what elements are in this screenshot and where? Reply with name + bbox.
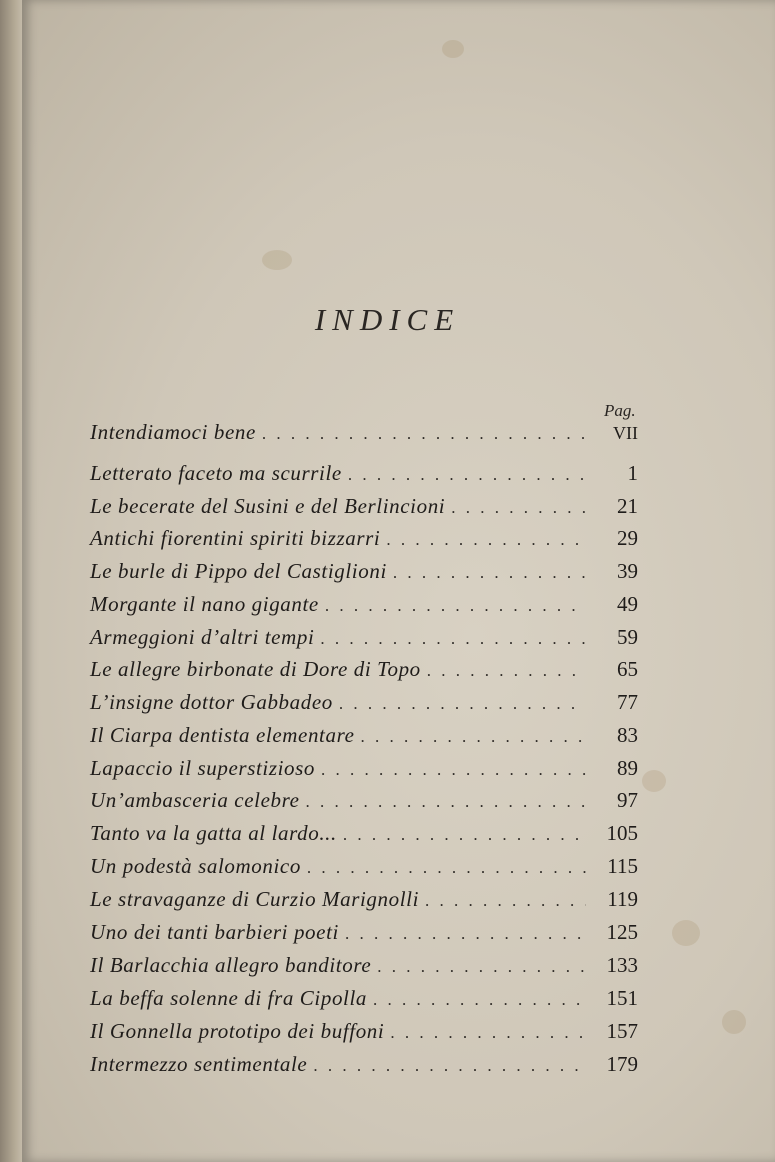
toc-entry-page: 59: [617, 625, 638, 649]
dot-leader: [306, 792, 586, 812]
toc-entry-title: Uno dei tanti barbieri poeti: [90, 920, 339, 944]
toc-entry: [90, 1052, 638, 1082]
toc-entry-page: 179: [606, 1052, 638, 1076]
toc-entry-page: 49: [617, 592, 638, 616]
toc-entry-page: 119: [607, 887, 638, 911]
toc-entry: [90, 526, 638, 556]
toc-entry: [90, 756, 638, 786]
toc-entry-title: Lapaccio il superstizioso: [90, 756, 316, 780]
toc-entry: [90, 494, 638, 524]
toc-entry-title: Le burle di Pippo del Castiglioni: [90, 559, 387, 583]
toc-entry-page: 1: [627, 461, 638, 485]
toc-entry: [90, 854, 638, 884]
dot-leader: [427, 661, 586, 681]
toc-entry: [90, 953, 638, 983]
toc-entry-page: 151: [606, 986, 638, 1010]
toc-entry: [90, 788, 638, 818]
paper-stain: [262, 250, 292, 270]
toc-entry-page: 77: [617, 690, 638, 714]
toc-entry-title: Il Ciarpa dentista elementare: [90, 723, 355, 747]
toc-entry-page: 125: [606, 920, 638, 944]
paper-stain: [722, 1010, 746, 1034]
toc-entry-title: L’insigne dottor Gabbadeo: [90, 690, 333, 714]
toc-entry-title: Tanto va la gatta al lardo...: [90, 821, 337, 845]
toc-entry-title: Morgante il nano gigante: [90, 592, 319, 616]
dot-leader: [373, 990, 586, 1010]
dot-leader: [425, 891, 586, 911]
toc-entry-title: Le stravaganze di Curzio Marignolli: [90, 887, 420, 911]
dot-leader: [345, 924, 586, 944]
toc-entry-page: 65: [617, 657, 638, 681]
toc-entry: [90, 986, 638, 1016]
toc-entry-page: 97: [617, 788, 638, 812]
toc-entry: [90, 920, 638, 950]
toc-entry: [90, 690, 638, 720]
toc-entry-page: 29: [617, 526, 638, 550]
dot-leader: [343, 825, 586, 845]
index-heading: INDICE: [314, 302, 461, 337]
toc-entry-title: Il Gonnella prototipo dei buffoni: [90, 1019, 385, 1043]
toc-entry: [90, 559, 638, 589]
toc-entry: [90, 625, 638, 655]
toc-entry-title: Le allegre birbonate di Dore di Topo: [90, 657, 421, 681]
toc-entry: [90, 592, 638, 622]
dot-leader: [451, 498, 586, 518]
toc-entry-page: 133: [606, 953, 638, 977]
toc-entry-page: 105: [606, 821, 638, 845]
toc-entry: [90, 461, 638, 491]
toc-entry-title: Antichi fiorentini spiriti bizzarri: [90, 526, 381, 550]
dot-leader: [262, 424, 586, 444]
toc-entry: [90, 657, 638, 687]
dot-leader: [393, 563, 586, 583]
toc-entry-title: Un podestà salomonico: [90, 854, 301, 878]
dot-leader: [321, 760, 586, 780]
paper-stain: [642, 770, 666, 792]
dot-leader: [390, 1023, 586, 1043]
toc-entry: [90, 420, 638, 450]
dot-leader: [361, 727, 587, 747]
toc-entry-title: La beffa solenne di fra Cipolla: [90, 986, 368, 1010]
toc-entry-title: Intendiamoci bene: [90, 420, 256, 444]
dot-leader: [325, 596, 586, 616]
dot-leader: [377, 957, 586, 977]
toc-entry: [90, 1019, 638, 1049]
toc-entry-page: 157: [606, 1019, 638, 1043]
dot-leader: [320, 629, 586, 649]
toc-entry-title: Le becerate del Susini e del Berlincioni: [90, 494, 446, 518]
dot-leader: [339, 694, 586, 714]
page-column-label: Pag.: [604, 401, 636, 420]
dot-leader: [348, 465, 586, 485]
toc-entry-title: Armeggioni d’altri tempi: [90, 625, 315, 649]
toc-entry: [90, 887, 638, 917]
toc-entry-page: 39: [617, 559, 638, 583]
toc-entry-page: 83: [617, 723, 638, 747]
dot-leader: [307, 858, 586, 878]
dot-leader: [313, 1056, 586, 1076]
toc-entry-page: 115: [607, 854, 638, 878]
toc-entry-page: 21: [617, 494, 638, 518]
paper-stain: [442, 40, 464, 58]
dot-leader: [386, 530, 586, 550]
toc-entry: [90, 821, 638, 851]
toc-entry: [90, 723, 638, 753]
book-spine-edge: [0, 0, 24, 1162]
toc-entry-title: Un’ambasceria celebre: [90, 788, 300, 812]
paper-stain: [672, 920, 700, 946]
toc-entry-title: Il Barlacchia allegro banditore: [90, 953, 372, 977]
toc-entry-title: Letterato faceto ma scurrile: [90, 461, 342, 485]
toc-entry-page: 89: [617, 756, 638, 780]
toc-entry-title: Intermezzo sentimentale: [90, 1052, 308, 1076]
toc-entry-page: VII: [613, 423, 638, 443]
